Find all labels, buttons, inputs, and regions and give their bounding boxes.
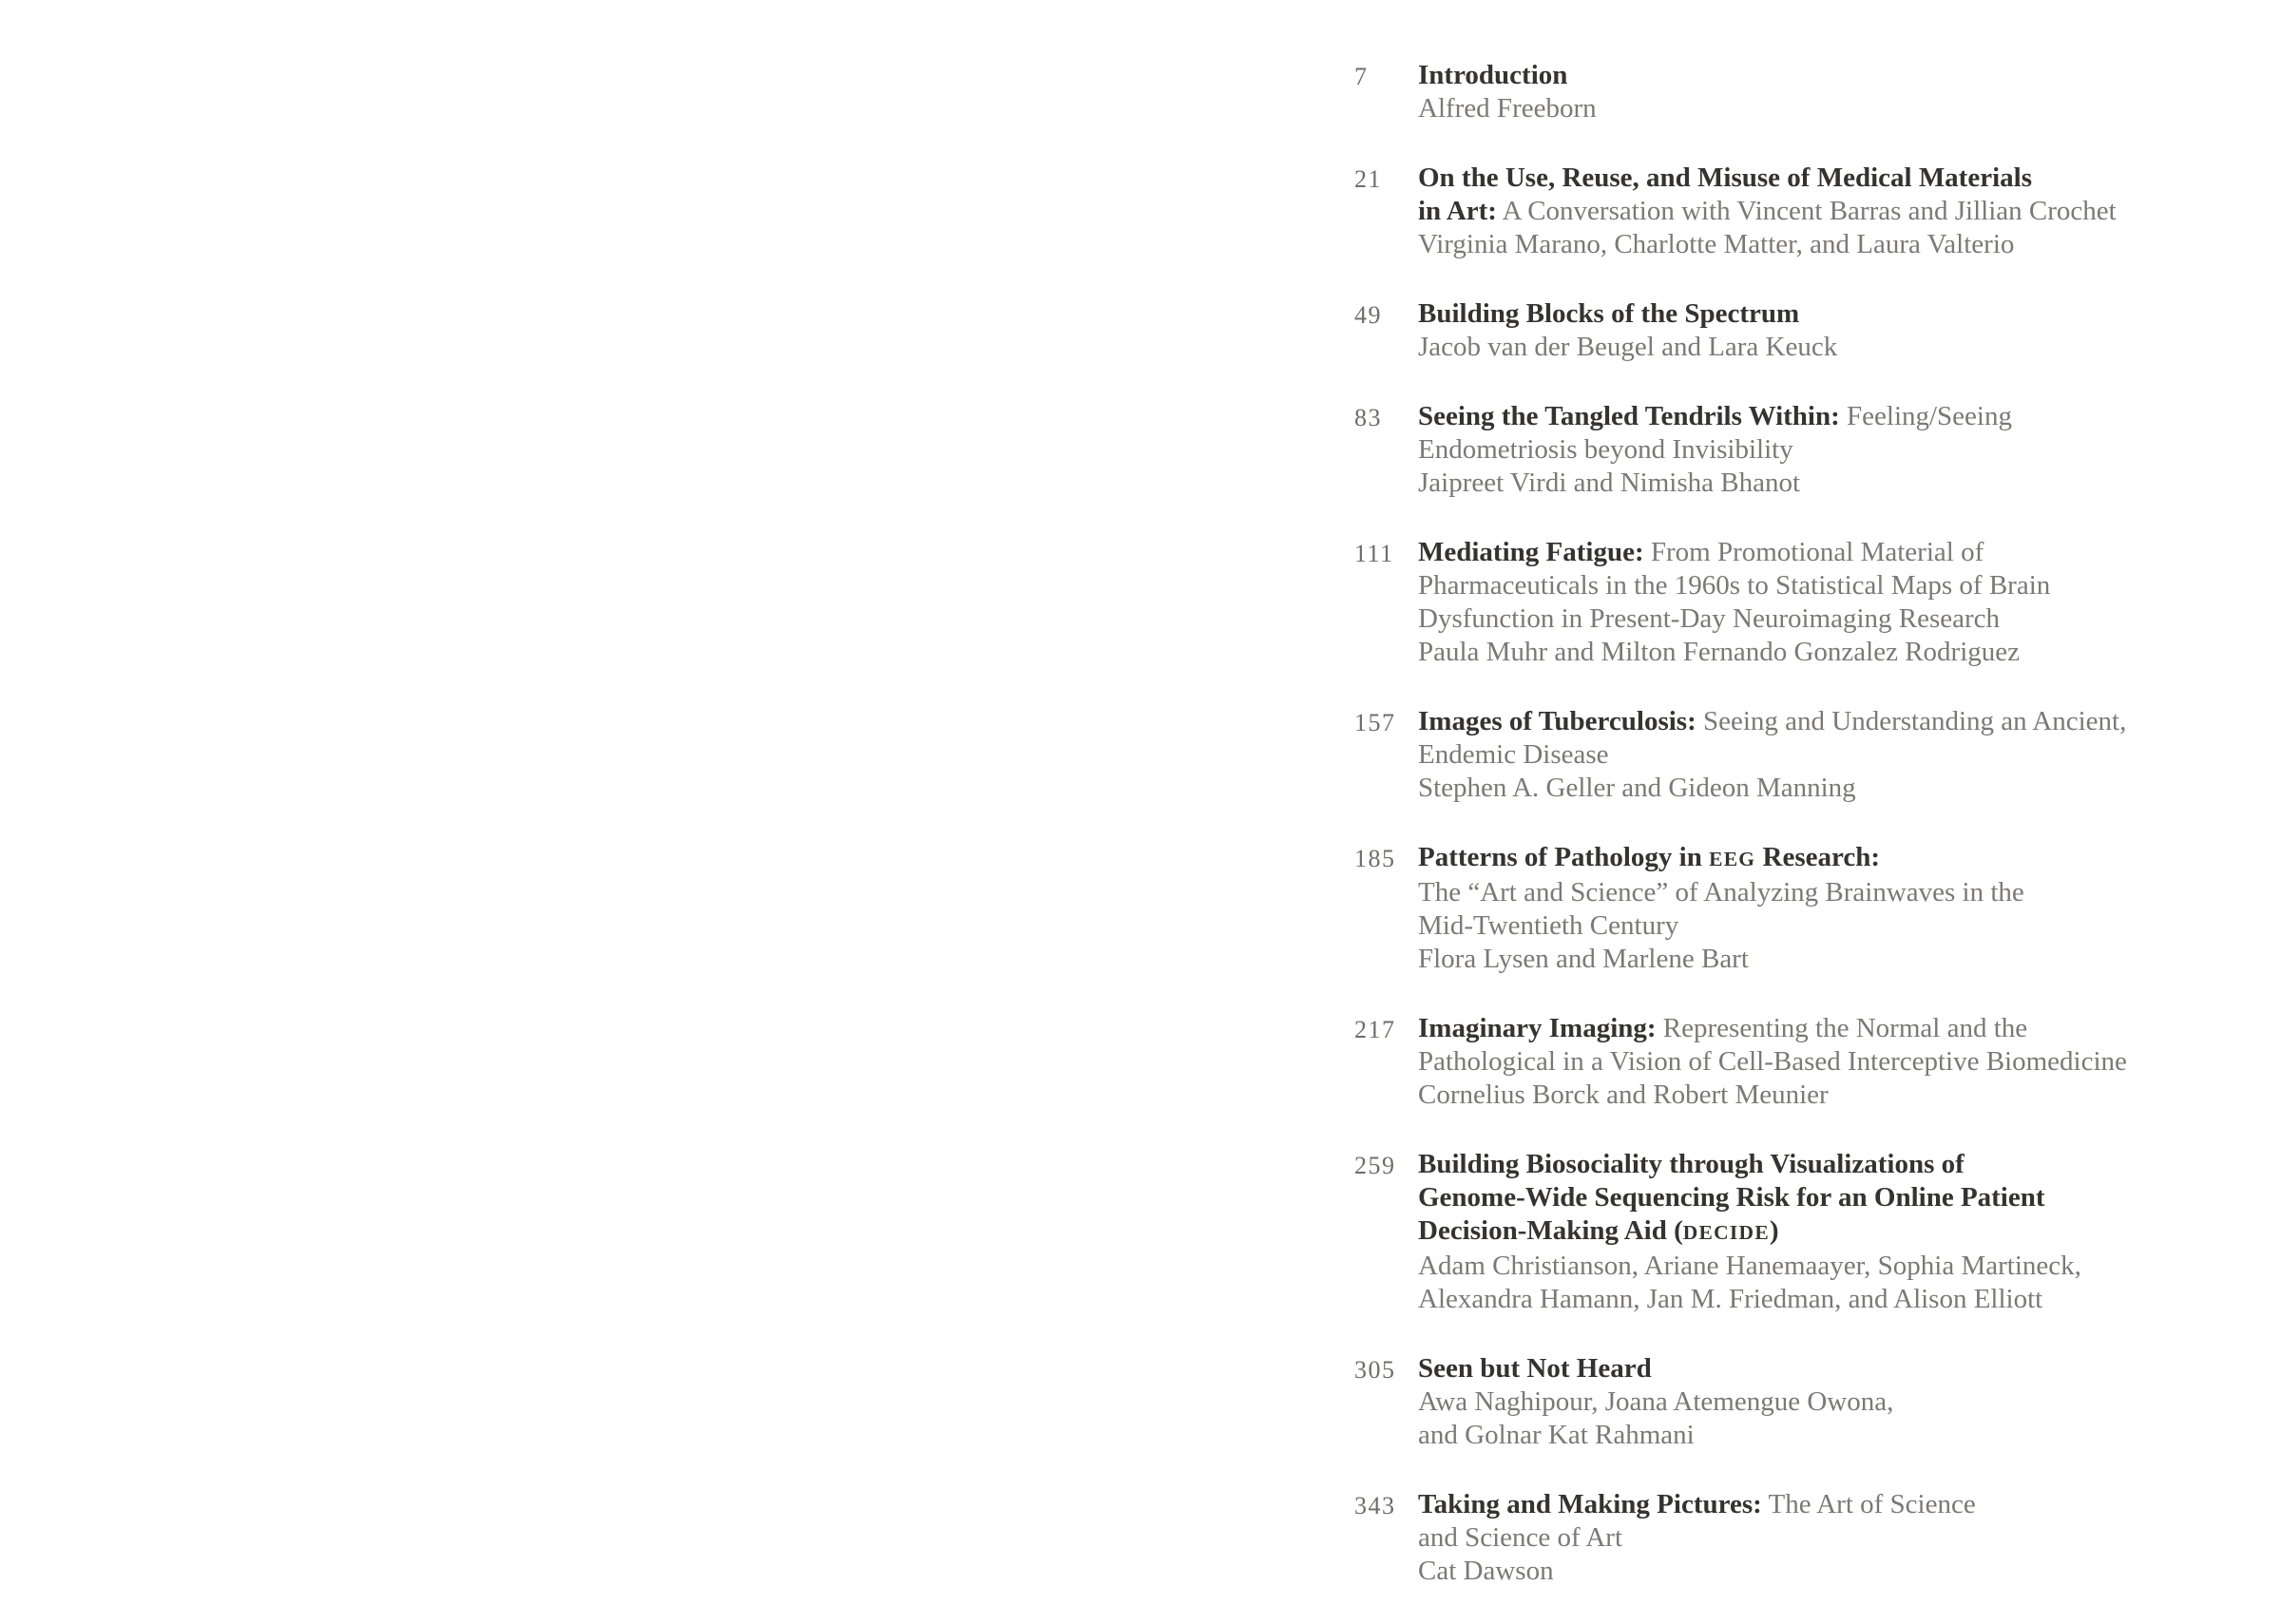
table-of-contents: [1354, 59, 2257, 1624]
entry-text: [1418, 59, 2254, 125]
entry-title-line: [1418, 1012, 2254, 1045]
entry-authors-line: Flora Lysen and Marlene Bart: [1418, 944, 1749, 974]
entry-title-line: [1418, 195, 2254, 228]
entry-title-line: [1418, 1045, 2254, 1079]
toc-entry: [1354, 1148, 2257, 1316]
entry-title-line: [1418, 536, 2254, 569]
entry-authors-line: Adam Christianson, Ariane Hanemaayer, Sophia Martineck,: [1418, 1251, 2081, 1281]
entry-title-line: [1418, 1214, 2254, 1250]
subtitle-text: From Promotional Material of: [1643, 537, 1984, 567]
toc-entry: [1354, 297, 2257, 364]
entry-title-line: [1418, 1352, 2254, 1385]
subtitle-text: Endometriosis beyond Invisibility: [1418, 434, 1793, 465]
entry-text: [1418, 1352, 2254, 1452]
subtitle-text: Seeing and Understanding an Ancient,: [1696, 706, 2127, 736]
small-caps-text: DECIDE: [1682, 1221, 1770, 1244]
entry-authors-line: Alexandra Hamann, Jan M. Friedman, and Alison Elliott: [1418, 1284, 2043, 1314]
entry-title-line: [1418, 841, 2254, 876]
entry-title-line: [1418, 705, 2254, 738]
subtitle-text: The “Art and Science” of Analyzing Brainwaves in the: [1418, 877, 2024, 908]
title-bold-text: Introduction: [1418, 60, 1568, 90]
title-bold-text: On the Use, Reuse, and Misuse of Medical Materials: [1418, 162, 2032, 193]
entry-title-line: [1418, 1488, 2254, 1521]
entry-authors-line: Paula Muhr and Milton Fernando Gonzalez Rodriguez: [1418, 637, 2021, 667]
entry-title-line: [1418, 602, 2254, 636]
entry-authors-line: Virginia Marano, Charlotte Matter, and Laura Valterio: [1418, 229, 2015, 259]
page-number: 185: [1354, 845, 1396, 872]
page-number: 157: [1354, 709, 1396, 736]
title-bold-text: Mediating Fatigue:: [1418, 537, 1644, 567]
entry-title-line: [1418, 909, 2254, 943]
page-number: 305: [1354, 1356, 1396, 1384]
toc-entry: [1354, 1012, 2257, 1112]
entry-authors-line: Jaipreet Virdi and Nimisha Bhanot: [1418, 468, 1801, 498]
entry-text: [1418, 400, 2254, 500]
entry-title-line: [1418, 433, 2254, 467]
entry-title-line: [1418, 569, 2254, 602]
page-number: 217: [1354, 1016, 1396, 1043]
entry-text: [1418, 841, 2254, 976]
toc-entry: [1354, 536, 2257, 669]
subtitle-text: A Conversation with Vincent Barras and Jillian Crochet: [1496, 196, 2117, 226]
subtitle-text: Dysfunction in Present-Day Neuroimaging Research: [1418, 603, 2001, 634]
title-bold-text: Patterns of Pathology in: [1418, 842, 1710, 872]
title-bold-text: Building Blocks of the Spectrum: [1418, 298, 1800, 329]
entry-title-line: [1418, 1181, 2254, 1214]
subtitle-text: Pharmaceuticals in the 1960s to Statistical Maps of Brain: [1418, 570, 2051, 601]
toc-entry: [1354, 59, 2257, 125]
entry-text: [1418, 162, 2254, 261]
entry-authors-line: Cornelius Borck and Robert Meunier: [1418, 1079, 1829, 1110]
small-caps-text: EEG: [1709, 848, 1756, 870]
entry-title-line: [1418, 297, 2254, 331]
toc-entry: [1354, 1352, 2257, 1452]
entry-title-line: [1418, 400, 2254, 433]
entry-text: [1418, 1488, 2254, 1588]
subtitle-text: Representing the Normal and the: [1656, 1013, 2028, 1043]
title-bold-text: Seen but Not Heard: [1418, 1353, 1652, 1384]
entry-authors-line: Alfred Freeborn: [1418, 93, 1597, 124]
title-bold-text: Images of Tuberculosis:: [1418, 706, 1696, 736]
page-number: 259: [1354, 1152, 1396, 1179]
title-bold-text: Imaginary Imaging:: [1418, 1013, 1657, 1043]
entry-text: [1418, 705, 2254, 805]
entry-title-line: [1418, 876, 2254, 909]
entry-text: [1418, 1012, 2254, 1112]
entry-authors-line: Stephen A. Geller and Gideon Manning: [1418, 773, 1856, 803]
toc-entry: [1354, 841, 2257, 976]
page-number: 49: [1354, 301, 1382, 329]
toc-entry: [1354, 1488, 2257, 1588]
title-bold-text: Building Biosociality through Visualizations of: [1418, 1149, 1965, 1179]
title-bold-text: ): [1769, 1215, 1779, 1246]
subtitle-text: Endemic Disease: [1418, 739, 1609, 770]
subtitle-text: Pathological in a Vision of Cell-Based Interceptive Biomedicine: [1418, 1046, 2127, 1077]
title-bold-text: Taking and Making Pictures:: [1418, 1489, 1762, 1519]
subtitle-text: The Art of Science: [1761, 1489, 1976, 1519]
subtitle-text: Mid-Twentieth Century: [1418, 910, 1679, 941]
entry-title-line: [1418, 1521, 2254, 1555]
subtitle-text: Feeling/Seeing: [1839, 401, 2012, 431]
entry-authors-line: and Golnar Kat Rahmani: [1418, 1420, 1695, 1450]
toc-entry: [1354, 705, 2257, 805]
title-bold-text: in Art:: [1418, 196, 1497, 226]
page-number: 7: [1354, 63, 1369, 90]
entry-title-line: [1418, 162, 2254, 195]
title-bold-text: Research:: [1755, 842, 1880, 872]
page-number: 111: [1354, 540, 1394, 567]
entry-title-line: [1418, 738, 2254, 772]
title-bold-text: Genome-Wide Sequencing Risk for an Online Patient: [1418, 1182, 2045, 1213]
entry-text: [1418, 536, 2254, 669]
toc-entry: [1354, 162, 2257, 261]
page-number: 21: [1354, 165, 1382, 193]
entry-text: [1418, 1148, 2254, 1316]
page-number: 83: [1354, 404, 1382, 431]
entry-text: [1418, 297, 2254, 364]
subtitle-text: and Science of Art: [1418, 1522, 1623, 1553]
entry-authors-line: Cat Dawson: [1418, 1556, 1554, 1586]
toc-entry: [1354, 400, 2257, 500]
entry-title-line: [1418, 59, 2254, 92]
entry-authors-line: Awa Naghipour, Joana Atemengue Owona,: [1418, 1386, 1894, 1417]
page-number: 343: [1354, 1492, 1396, 1519]
title-bold-text: Decision-Making Aid (: [1418, 1215, 1683, 1246]
entry-title-line: [1418, 1148, 2254, 1181]
entry-authors-line: Jacob van der Beugel and Lara Keuck: [1418, 332, 1838, 362]
title-bold-text: Seeing the Tangled Tendrils Within:: [1418, 401, 1840, 431]
